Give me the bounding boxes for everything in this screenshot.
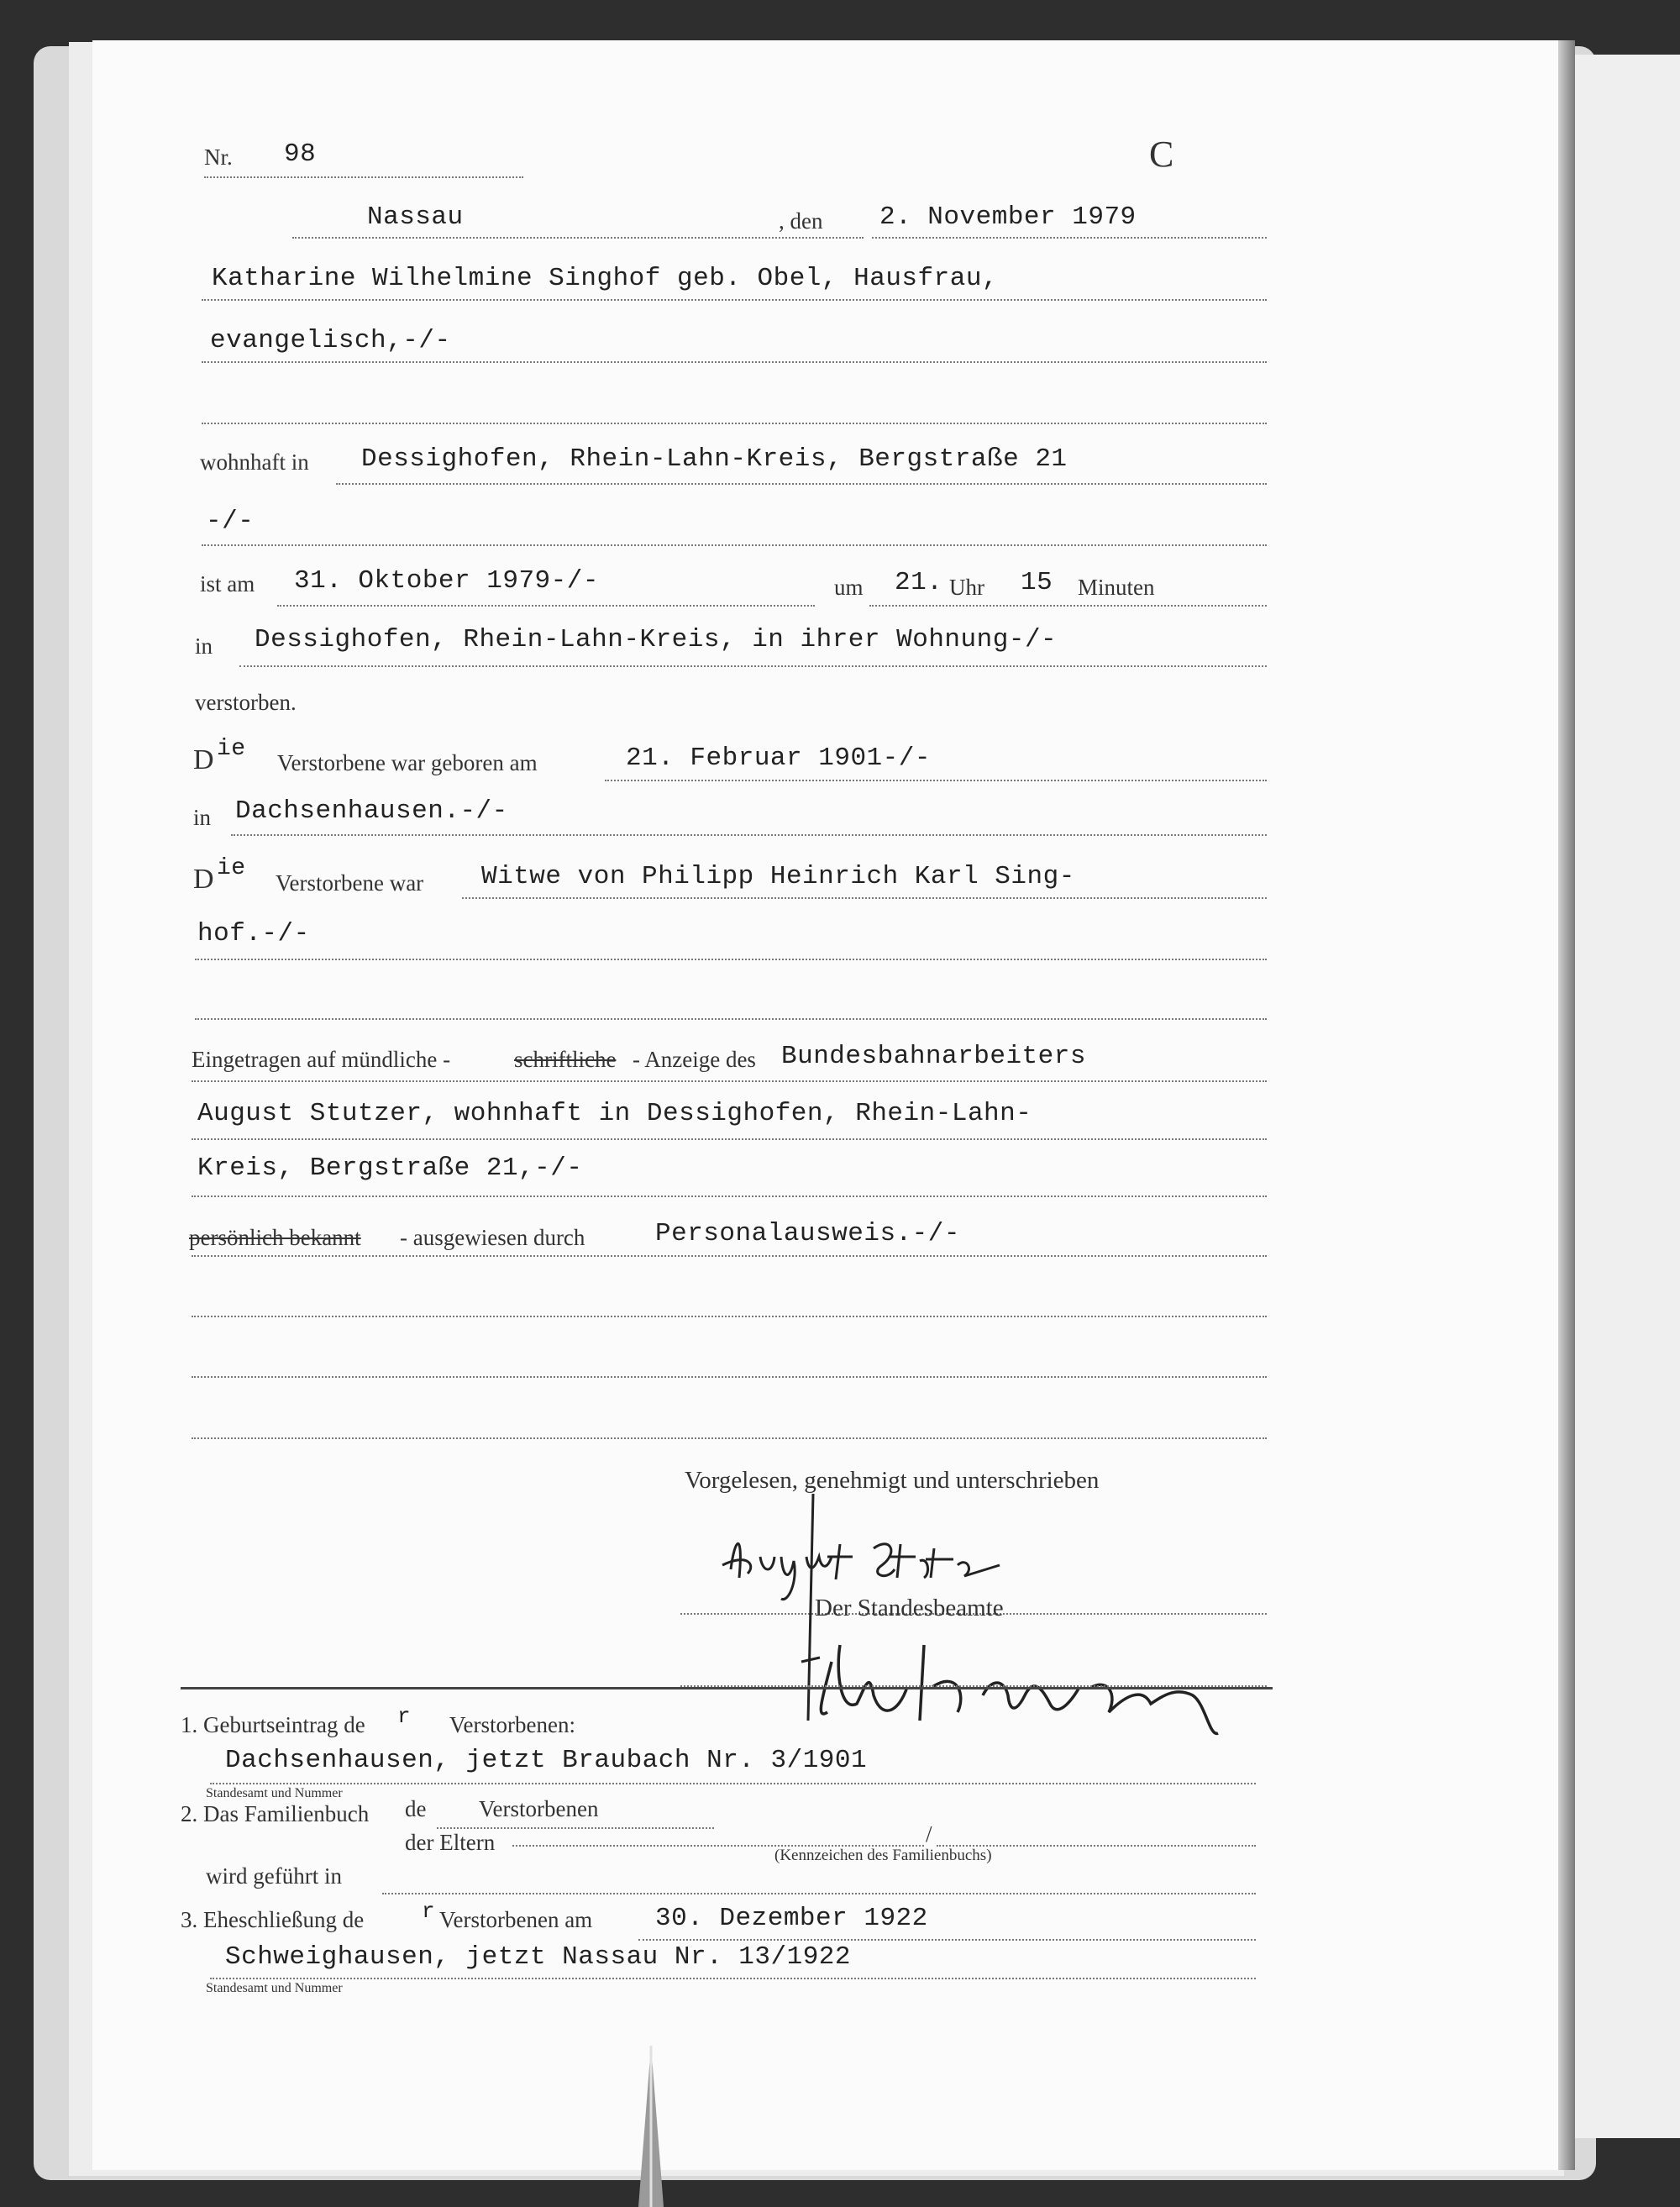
place-line <box>292 237 864 239</box>
item1-sup: r <box>397 1704 412 1729</box>
facing-page <box>1572 55 1680 2138</box>
item3-rest: Verstorbenen am <box>439 1907 593 1932</box>
death-date-line <box>277 605 815 607</box>
verstorben-label: verstorben. <box>195 690 297 715</box>
nr-label: Nr. <box>204 145 233 170</box>
item2-de: de <box>405 1796 427 1821</box>
death-in-label: in <box>195 633 213 659</box>
address-value: Dessighofen, Rhein-Lahn-Kreis, Bergstraße 21 <box>361 444 1068 474</box>
status-dots-1 <box>462 897 1267 899</box>
footer-divider <box>181 1687 1273 1689</box>
register-letter: C <box>1149 134 1174 175</box>
id-line <box>192 1255 1267 1257</box>
item2-label: 2. Das Familienbuch <box>181 1801 370 1826</box>
nr-line <box>204 176 523 178</box>
item3-date: 30. Dezember 1922 <box>655 1904 928 1933</box>
address-cont: -/- <box>206 507 255 536</box>
religion: evangelisch,-/- <box>210 326 451 355</box>
record-date: 2. November 1979 <box>879 202 1137 232</box>
standesamt-label-1: Standesamt und Nummer <box>206 1786 343 1800</box>
birth-date-line <box>605 780 1267 781</box>
wird-gefuehrt-label: wird geführt in <box>206 1863 342 1889</box>
eingetragen-label: Eingetragen auf mündliche - <box>192 1047 451 1072</box>
page-fold <box>1558 40 1575 2170</box>
report-line-3 <box>192 1195 1267 1197</box>
status-line-1: Witwe von Philipp Heinrich Karl Sing- <box>481 862 1075 891</box>
time-line <box>869 605 1267 607</box>
item1-label: 1. Geburtseintrag de <box>181 1712 365 1737</box>
wird-gefuehrt-line <box>382 1893 1256 1894</box>
birth-d-label: D <box>193 744 214 775</box>
death-date: 31. Oktober 1979-/- <box>294 566 599 596</box>
blank-line-1 <box>202 423 1267 424</box>
reporter-line-3: Kreis, Bergstraße 21,-/- <box>197 1153 583 1183</box>
birth-place: Dachsenhausen.-/- <box>235 796 508 826</box>
status-dots-2 <box>195 959 1267 960</box>
birth-in-label: in <box>193 805 212 830</box>
nr-value: 98 <box>284 139 317 169</box>
status-ie-suffix: ie <box>217 855 246 881</box>
death-place: Dessighofen, Rhein-Lahn-Kreis, in ihrer Wohnung-/- <box>255 625 1058 654</box>
status-line-2: hof.-/- <box>197 919 310 948</box>
ausgewiesen-label: - ausgewiesen durch <box>400 1225 585 1250</box>
birth-date: 21. Februar 1901-/- <box>626 744 931 773</box>
address-line <box>336 483 1267 485</box>
blank-line-3 <box>192 1316 1267 1317</box>
reporter-line-2: August Stutzer, wohnhaft in Dessighofen, Rhein-Lahn- <box>197 1099 1032 1128</box>
ist-am-label: ist am <box>200 571 255 596</box>
status-d-label: D <box>193 864 214 895</box>
birth-ie-suffix: ie <box>217 736 246 762</box>
geboren-label: Verstorbene war geboren am <box>277 750 538 775</box>
report-line-2 <box>192 1138 1267 1140</box>
pen-tip <box>638 2046 664 2207</box>
death-hour: 21. <box>895 568 943 597</box>
item2-eltern: der Eltern <box>405 1830 496 1855</box>
item3-line <box>210 1978 1256 1979</box>
place-value: Nassau <box>367 202 464 232</box>
deceased-name: Katharine Wilhelmine Singhof geb. Obel, Hausfrau, <box>212 264 999 293</box>
death-minutes: 15 <box>1021 568 1053 597</box>
schriftliche-struck: schriftliche <box>514 1047 617 1072</box>
date-line <box>872 237 1267 239</box>
item1-line <box>210 1783 1256 1784</box>
blank-line-4 <box>192 1376 1267 1378</box>
persoenlich-struck: persönlich bekannt <box>189 1225 361 1250</box>
kennzeichen-label: (Kennzeichen des Familienbuchs) <box>774 1847 992 1864</box>
item3-label: 3. Eheschließung de <box>181 1907 365 1932</box>
vorgelesen-label: Vorgelesen, genehmigt und unterschrieben <box>685 1467 1100 1494</box>
report-line-1 <box>192 1080 1267 1082</box>
registrar-signature <box>790 1443 1277 1779</box>
minuten-label: Minuten <box>1078 575 1155 600</box>
religion-line <box>202 361 1267 363</box>
death-place-line <box>239 665 1267 667</box>
blank-line-5 <box>192 1437 1267 1439</box>
birth-place-line <box>231 834 1267 836</box>
anzeige-label: - Anzeige des <box>633 1047 756 1072</box>
address-cont-line <box>202 544 1267 546</box>
den-label: , den <box>779 208 823 234</box>
war-label: Verstorbene war <box>276 870 424 896</box>
item1-value: Dachsenhausen, jetzt Braubach Nr. 3/1901 <box>225 1746 868 1775</box>
standesbeamte-label: Der Standesbeamte <box>815 1595 1004 1621</box>
item2-slash: / <box>926 1821 932 1847</box>
item1-rest: Verstorbenen: <box>449 1712 575 1737</box>
standesamt-label-2: Standesamt und Nummer <box>206 1981 343 1995</box>
item2-line-a <box>437 1827 714 1829</box>
uhr-label: Uhr <box>949 575 984 600</box>
item2-verstorbenen: Verstorbenen <box>479 1796 599 1821</box>
wohnhaft-label: wohnhaft in <box>200 449 309 475</box>
item3-value: Schweighausen, jetzt Nassau Nr. 13/1922 <box>225 1942 852 1972</box>
item3-sup: r <box>422 1899 436 1924</box>
name-line <box>202 299 1267 301</box>
item3-date-line <box>638 1939 1256 1941</box>
blank-line-2 <box>195 1018 1267 1020</box>
um-label: um <box>834 575 864 600</box>
id-document: Personalausweis.-/- <box>655 1219 960 1248</box>
register-page <box>92 40 1564 2170</box>
reporter-occupation: Bundesbahnarbeiters <box>781 1042 1086 1071</box>
